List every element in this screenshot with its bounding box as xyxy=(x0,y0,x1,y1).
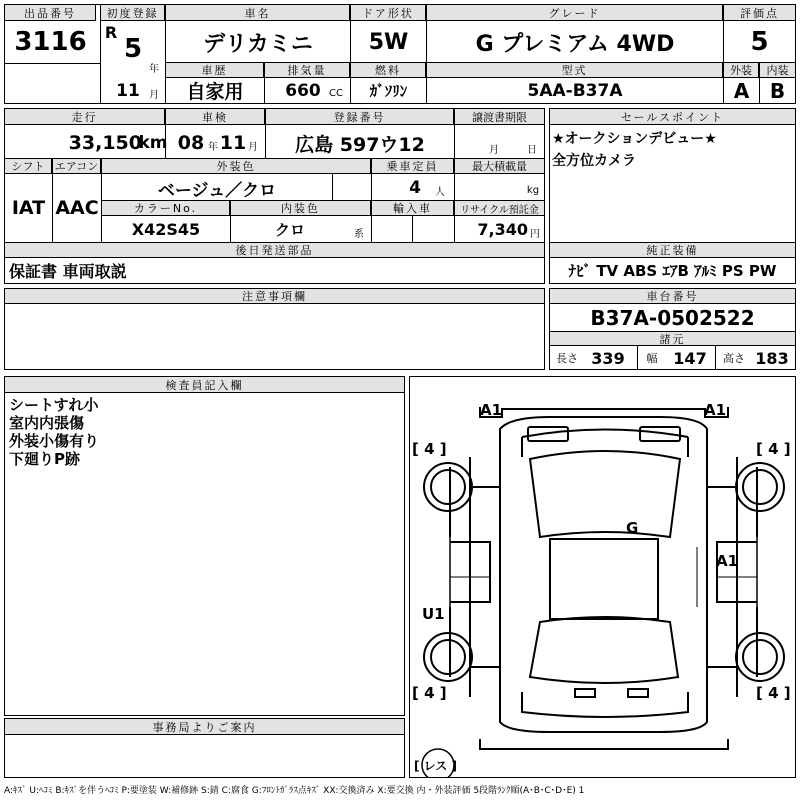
exterior-color-label: 外装色 xyxy=(102,159,371,174)
transfer-month: 月 xyxy=(489,144,499,156)
capacity-unit: 人 xyxy=(435,186,445,198)
grade: G プレミアム 4WD xyxy=(475,31,675,57)
displacement-unit: CC xyxy=(329,87,343,99)
inspection-year-unit: 年 xyxy=(208,141,218,153)
shift-label: シフト xyxy=(5,159,52,174)
height-label: 高さ xyxy=(723,352,745,365)
damage-a1-front-left: A1 xyxy=(480,401,503,419)
ac-label: エアコン xyxy=(53,159,101,174)
damage-a1-side: A1 xyxy=(716,552,739,570)
transfer-label: 譲渡書期限 xyxy=(455,109,544,125)
reg-month-unit: 月 xyxy=(149,89,159,101)
caution-label: 注意事項欄 xyxy=(5,289,544,304)
interior-label: 内装 xyxy=(760,63,795,78)
grade-label: グレード xyxy=(427,5,723,21)
mileage: 33,150 xyxy=(68,132,142,154)
dims-label: 諸元 xyxy=(550,331,795,346)
reg-month: 11 xyxy=(116,81,140,101)
exterior-color: ベージュ／クロ xyxy=(157,180,277,201)
car-name-label: 車名 xyxy=(166,5,350,21)
inspection-month-unit: 月 xyxy=(248,141,258,153)
sales-point-label: セールスポイント xyxy=(550,109,795,125)
mileage-label: 走行 xyxy=(5,109,165,125)
first-registration-label: 初度登録 xyxy=(101,5,165,21)
score-label: 評価点 xyxy=(724,5,795,21)
inspector-note: シートすれ小 xyxy=(9,396,99,414)
width: 147 xyxy=(673,348,707,368)
air-conditioner: AAC xyxy=(55,197,99,219)
recycle-unit: 円 xyxy=(530,228,540,240)
color-no: X42S45 xyxy=(131,219,201,239)
tire-rear-right: [ 4 ] xyxy=(756,684,791,702)
legend: A:ｷｽﾞ U:ﾍｺﾐ B:ｷｽﾞを伴うﾍｺﾐ P:要塗装 W:補修跡 S:錆 C:腐食 G:ﾌﾛﾝﾄｶﾞﾗｽ点ｷｽﾞ XX:交換済み X:要交換 内・外装評価 5段階ﾗﾝｸ順(A･B･C･D･E) 1 xyxy=(4,785,585,796)
interior-color-unit: 系 xyxy=(354,228,364,240)
transfer-day: 日 xyxy=(527,144,537,156)
import-label: 輸入車 xyxy=(372,201,454,216)
history-label: 車歴 xyxy=(166,63,264,78)
damage-g-windshield: G xyxy=(626,519,639,537)
mileage-unit: km xyxy=(138,133,168,153)
inspector-note: 外装小傷有り xyxy=(9,432,100,450)
capacity: 4 xyxy=(409,178,421,198)
displacement: 660 xyxy=(285,80,321,101)
recycle-fee: 7,340 xyxy=(477,219,528,239)
interior-color-label: 内装色 xyxy=(231,201,371,216)
exterior-label: 外装 xyxy=(724,63,759,78)
score: 5 xyxy=(750,27,769,57)
tire-front-right: [ 4 ] xyxy=(756,440,791,458)
lot-label: 出品番号 xyxy=(5,5,96,21)
car-diagram xyxy=(409,376,796,778)
sales-point-2: 全方位カメラ xyxy=(552,153,636,169)
inspector-note: 下廻りP跡 xyxy=(9,450,80,468)
max-load-unit: kg xyxy=(526,184,540,196)
inspector-label: 検査員記入欄 xyxy=(5,377,404,393)
door-type: 5W xyxy=(368,29,409,55)
model-label: 型式 xyxy=(427,63,723,78)
shift: IAT xyxy=(11,197,46,219)
fuel: ｶﾞｿﾘﾝ xyxy=(369,82,408,100)
inspection-label: 車検 xyxy=(166,109,265,125)
history: 自家用 xyxy=(186,81,244,103)
capacity-label: 乗車定員 xyxy=(372,159,454,174)
door-label: ドア形状 xyxy=(351,5,426,21)
recycle-label: リサイクル預託金 xyxy=(455,201,544,216)
equipment-label: 純正装備 xyxy=(550,243,795,258)
office-label: 事務局よりご案内 xyxy=(5,719,404,735)
spare-tire-status: [ レス ] xyxy=(414,759,457,773)
height: 183 xyxy=(755,348,789,368)
color-no-label: カラーNo. xyxy=(102,201,230,216)
inspector-notes xyxy=(9,396,399,468)
damage-a1-front-right: A1 xyxy=(704,401,727,419)
plate-label: 登録番号 xyxy=(266,109,454,125)
reg-year-unit: 年 xyxy=(149,63,159,75)
max-load-label: 最大積載量 xyxy=(455,159,544,174)
chassis-label: 車台番号 xyxy=(550,289,795,304)
width-label: 幅 xyxy=(646,352,658,365)
length-label: 長さ xyxy=(556,352,578,365)
exterior-grade: A xyxy=(733,78,750,103)
reg-era: R xyxy=(104,22,118,42)
car-diagram-svg xyxy=(410,377,796,778)
plate: 広島 597ウ12 xyxy=(295,133,425,156)
chassis-number: B37A-0502522 xyxy=(590,306,755,330)
damage-u1-side: U1 xyxy=(422,605,445,623)
inspection-month: 11 xyxy=(219,132,247,154)
car-name: デリカミニ xyxy=(203,31,313,57)
interior-color: クロ xyxy=(274,220,305,239)
inspector-note: 室内内張傷 xyxy=(9,414,85,432)
tire-rear-left: [ 4 ] xyxy=(412,684,447,702)
tire-front-left: [ 4 ] xyxy=(412,440,447,458)
later-parts-label: 後日発送部品 xyxy=(5,243,544,258)
lot-number: 3116 xyxy=(14,27,87,57)
displacement-label: 排気量 xyxy=(265,63,350,78)
length: 339 xyxy=(591,348,625,368)
equipment: ﾅﾋﾞ TV ABS ｴｱB ｱﾙﾐ PS PW xyxy=(568,261,777,280)
fuel-label: 燃料 xyxy=(351,63,426,78)
model: 5AA-B37A xyxy=(527,80,623,101)
sales-point-1: ★オークションデビュー★ xyxy=(552,131,717,147)
interior-grade: B xyxy=(769,78,786,103)
inspection-year: 08 xyxy=(177,132,205,154)
reg-year: 5 xyxy=(123,34,143,64)
later-parts: 保証書 車両取説 xyxy=(9,261,127,281)
